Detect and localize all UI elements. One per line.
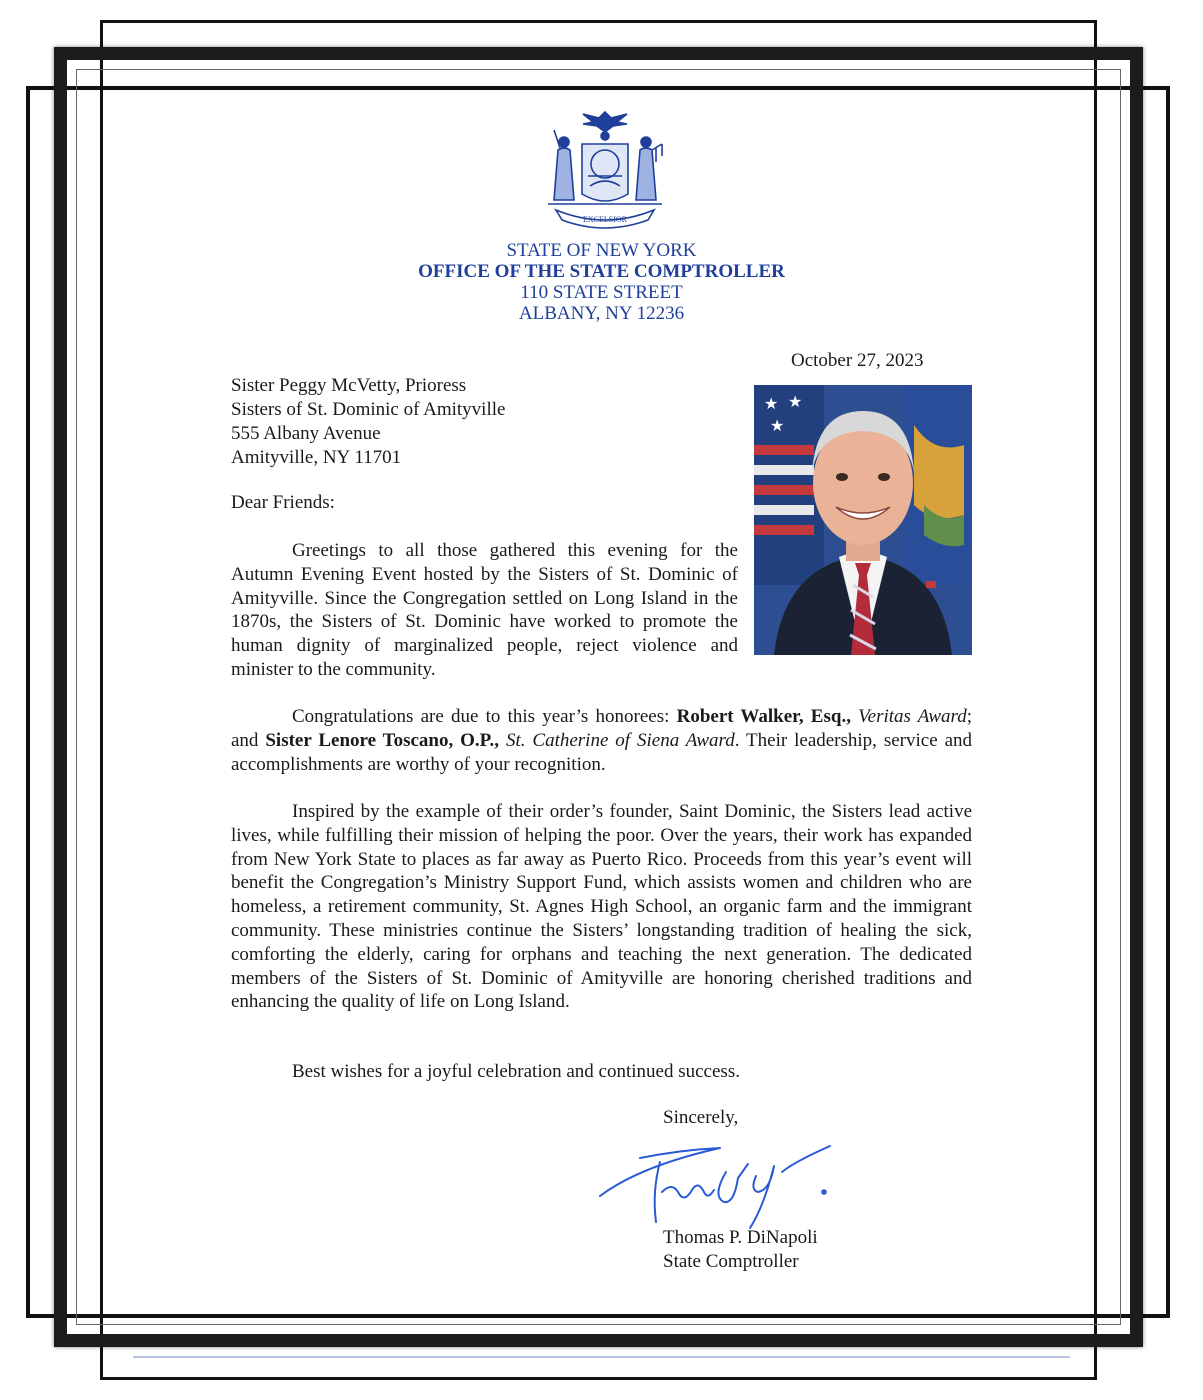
honoree-1: Robert Walker, Esq., — [676, 706, 851, 727]
bottom-rule — [133, 1356, 1070, 1358]
award-1: Veritas Award — [858, 706, 967, 727]
letterhead-city: ALBANY, NY 12236 — [518, 303, 685, 324]
svg-text:★: ★ — [770, 418, 785, 435]
letterhead — [300, 240, 903, 324]
award-2: St. Catherine of Siena Award — [505, 729, 735, 751]
honoree-2: Sister Lenore Toscano, O.P., — [265, 729, 500, 751]
body-paragraph-2 — [231, 705, 972, 776]
handwritten-signature — [596, 1132, 836, 1232]
svg-text:★: ★ — [788, 394, 803, 411]
recipient-address — [231, 374, 505, 470]
p2-mid: ; and — [231, 706, 972, 751]
letterhead-street: 110 STATE STREET — [520, 282, 683, 303]
signer-block — [663, 1226, 818, 1274]
body-paragraph-4: Best wishes for a joyful celebration and continued success. — [292, 1061, 740, 1082]
body-paragraph-3: Inspired by the example of their order’s founder, Saint Dominic, the Sisters lead active lives, while fulfilling their mission of helping the poor. Over the years, their work has expanded from New York State to places as far away as Puerto Rico. Proceeds from this year’s event will benefit the Congregation’s Ministry Support Fund, which assists women and children who are homeless, a retirement community, St. Agnes High School, an organic farm and the immigrant community. These ministries continue the Sisters’ longstanding tradition of healing the sick, comforting the elderly, caring for orphans and teaching the next generation. The dedicated members of the Sisters of St. Dominic of Amityville are honoring cherished traditions and enhancing the quality of life on Long Island. — [231, 801, 972, 1013]
signer-name: Thomas P. DiNapoli — [663, 1227, 818, 1248]
signer-title: State Comptroller — [663, 1251, 799, 1272]
svg-text:★: ★ — [764, 396, 779, 413]
letterhead-state: STATE OF NEW YORK — [506, 240, 697, 261]
salutation: Dear Friends: — [231, 492, 335, 513]
new-york-state-seal-icon — [538, 106, 672, 238]
closing: Sincerely, — [663, 1107, 739, 1128]
p2-intro: Congratulations are due to this year’s honorees: — [292, 706, 677, 727]
p2-end: . Their leadership, service and accomplishments are worthy of your recognition. — [231, 729, 973, 775]
recipient-city: Amityville, NY 11701 — [231, 447, 402, 468]
recipient-street: 555 Albany Avenue — [231, 423, 381, 444]
body-paragraph-1: Greetings to all those gathered this evening for the Autumn Evening Event hosted by the Sisters of St. Dominic of Amityville. Since the Congregation settled on Long Island in the 1870s, the Sisters of St. Dominic have worked to promote the human dignity of marginalized people, reject violence and minister to the community. — [231, 540, 738, 680]
recipient-name: Sister Peggy McVetty, Prioress — [231, 375, 467, 396]
seal-motto: EXCELSIOR — [583, 215, 627, 224]
recipient-organization: Sisters of St. Dominic of Amityville — [231, 399, 506, 420]
letter-date: October 27, 2023 — [791, 350, 924, 371]
comptroller-portrait — [754, 385, 972, 655]
letterhead-office: OFFICE OF THE STATE COMPTROLLER — [418, 261, 785, 282]
